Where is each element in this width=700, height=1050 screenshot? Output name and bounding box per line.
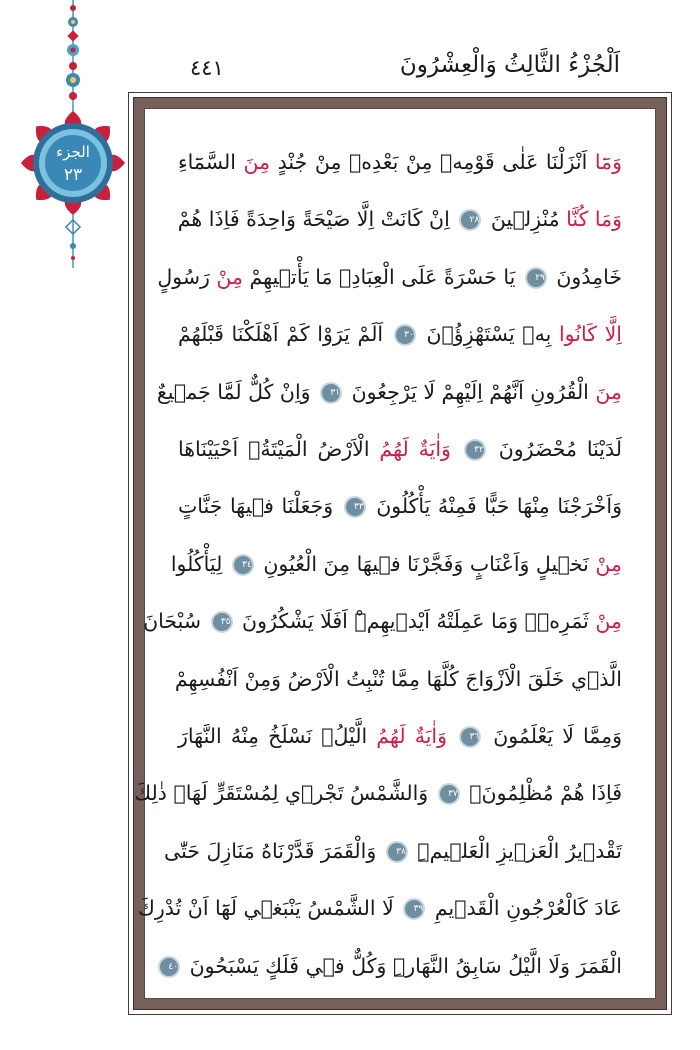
verse-text: اَلَمْ يَرَوْا كَمْ اَهْلَكْنَا قَبْلَهُمْ [178,322,391,347]
verse-text: اِنْ كَانَتْ اِلَّا صَيْحَةً وَاحِدَةً فَاِذَا هُمْ [177,207,457,232]
verse-number-marker: ٣٦ [459,726,481,748]
highlighted-text: وَمَا كُنَّا [566,207,622,232]
verse-line [164,825,622,877]
verse-number-marker: ٣٩ [403,898,425,920]
verse-text: الَّذ۪ي خَلَقَ الْاَزْوَاجَ كُلَّهَا مِمَّا تُنْبِتُ الْاَرْضُ وَمِنْ اَنْفُسِهِمْ [174,666,622,691]
verse-line [178,308,622,360]
verse-number-marker: ٢٨ [459,209,481,231]
verse-text: نَخ۪يلٍ وَاَعْنَابٍ وَفَجَّرْنَا ف۪يهَا مِنَ الْعُيُونِ [256,551,596,576]
verse-number-marker: ٣٣ [344,496,366,518]
verse-line [134,767,622,819]
verse-line [174,653,622,705]
highlighted-text: وَاٰيَةٌ لَهُمُ [379,437,461,461]
verse-text: مُنْزِل۪ينَ [484,207,567,232]
verse-number-marker: ٤٠ [158,956,180,978]
verse-text: فَاِذَا هُمْ مُظْلِمُونَۙ [462,781,622,806]
verse-line [170,538,622,590]
page-number: ٤٤١ [190,56,224,80]
verse-text: سُبْحَانَ [143,609,208,634]
verse-text: بِه۪ يَسْتَهْزِؤُ۫نَ [418,322,559,347]
verse-text: اَنْزَلْنَا عَلٰى قَوْمِه۪ مِنْ بَعْدِه۪ مِنْ جُنْدٍ [270,150,588,174]
verse-line [143,595,622,647]
highlighted-text: وَمَٓا [587,150,623,174]
verse-text: لَدَيْنَا مُحْضَرُونَ [488,437,622,461]
verse-text: لَا الشَّمْسُ يَنْبَغ۪ي لَهَٓا اَنْ تُدْرِكَ [138,896,401,921]
verse-line [178,480,622,532]
verse-number-marker: ٢٩ [525,267,547,289]
highlighted-text: مِنْ [595,551,622,576]
juz-ornament-icon [40,0,106,270]
verse-line [178,710,622,762]
verse-text: وَاَخْرَجْنَا مِنْهَا حَبًّا فَمِنْهُ يَأْكُلُونَ [368,494,622,519]
verse-text: الْقُرُونِ اَنَّهُمْ اِلَيْهِمْ لَا يَرْجِعُونَ [345,379,596,404]
verse-text: يَا حَسْرَةً عَلَى الْعِبَادِۚ مَا يَأْت۪يهِمْ [243,264,522,289]
verse-text: عَادَ كَالْعُرْجُونِ الْقَد۪يمِ [428,896,622,921]
verse-text: الَّيْلُۚ نَسْلَخُ مِنْهُ النَّهَارَ [178,724,377,748]
verse-line [178,423,622,475]
verse-text: رَسُولٍ [157,264,217,289]
page-header [150,50,680,90]
highlighted-text: وَاٰيَةٌ لَهُمُ [376,724,457,748]
verse-number-marker: ٣٤ [232,554,254,576]
juz-badge-number: ٢٣ [63,165,83,185]
verse-number-marker: ٣٢ [464,439,486,461]
verse-line [178,193,622,245]
verse-number-marker: ٣٧ [438,783,460,805]
verse-number-marker: ٣١ [320,382,342,404]
verse-number-marker: ٣٥ [211,611,233,633]
verse-line [178,136,622,188]
verse-text: لِيَأْكُلُوا [170,551,229,576]
highlighted-text: مِنَ [243,150,271,174]
verse-text: وَالْقَمَرَ قَدَّرْنَاهُ مَنَازِلَ حَتّٰى [164,838,383,863]
highlighted-text: مِنْ [216,264,244,289]
verse-text: ثَمَرِه۪ۙ وَمَا عَمِلَتْهُ اَيْد۪يهِمْۜ اَفَلَا يَشْكُرُونَ [235,609,596,634]
quran-text-block [134,112,652,995]
verse-text: خَامِدُونَ [549,264,622,289]
juz-badge-label: الجزء [56,143,90,161]
highlighted-text: اِلَّا كَانُوا [558,322,623,347]
verse-text: وَجَعَلْنَا ف۪يهَا جَنَّاتٍ [178,494,341,519]
juz-title: اَلْجُزْءُ الثَّالِثُ وَالْعِشْرُونَ [399,52,620,78]
verse-line [138,882,622,934]
verse-text: الْاَرْضُ الْمَيْتَةُۚ اَحْيَيْنَاهَا [178,437,380,461]
verse-line [156,366,622,418]
verse-line [168,940,622,992]
verse-text: الْقَمَرَ وَلَا الَّيْلُ سَابِقُ النَّهَارِۜ وَكُلٌّ ف۪ي فَلَكٍ يَسْبَحُونَ [183,953,622,978]
margin-ornament [40,0,106,270]
verse-number-marker: ٣٠ [394,324,416,346]
highlighted-text: مِنَ [595,379,622,404]
verse-text: وَمِمَّا لَا يَعْلَمُونَ [484,724,622,748]
verse-text: السَّمَٓاءِ [178,150,244,174]
verse-text: وَاِنْ كُلٌّ لَمَّا جَم۪يعٌ [156,379,318,404]
verse-line [157,251,622,303]
highlighted-text: مِنْ [595,609,622,634]
verse-number-marker: ٣٨ [386,841,408,863]
verse-text: وَالشَّمْسُ تَجْر۪ي لِمُسْتَقَرٍّ لَهَاۜ ذٰلِكَ [134,781,435,806]
verse-text: تَقْد۪يرُ الْعَز۪يزِ الْعَل۪يمِۜ [410,838,622,863]
